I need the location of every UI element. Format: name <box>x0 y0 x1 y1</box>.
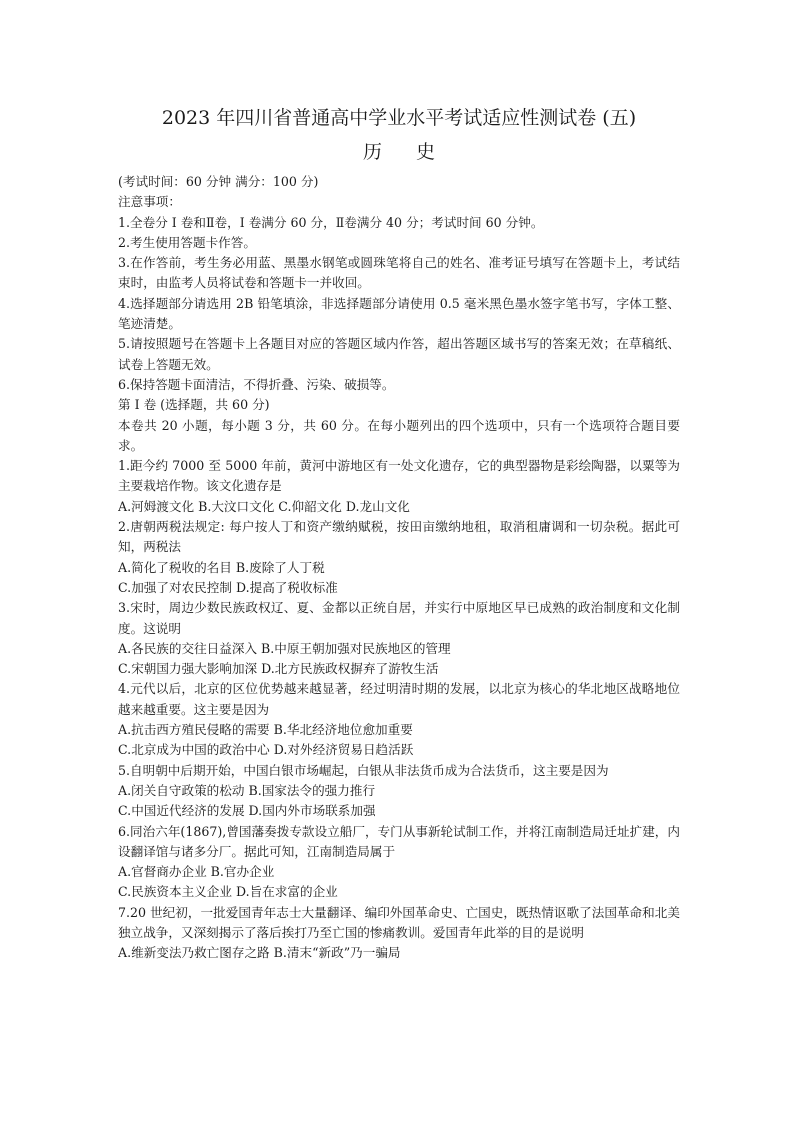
question-options: A.维新变法乃救亡图存之路 B.清末“新政”乃一骗局 <box>118 945 401 961</box>
question-stem: 5.自明朝中后期开始，中国白银市场崛起，白银从非法货币成为合法货币，这主要是因为 <box>118 762 609 778</box>
notice-item: 6.保持答题卡面清洁，不得折叠、污染、破损等。 <box>118 376 395 392</box>
exam-info: (考试时间：60 分钟 满分：100 分) <box>118 174 319 189</box>
question-6 <box>118 822 680 903</box>
question-2 <box>118 517 680 598</box>
question-3 <box>118 598 680 679</box>
question-options: A.抗击西方殖民侵略的需要 B.华北经济地位愈加重要 <box>118 722 413 738</box>
question-options: C.中国近代经济的发展 D.国内外市场联系加强 <box>118 803 376 819</box>
section-intro: 本卷共 20 小题，每小题 3 分，共 60 分。在每小题列出的四个选项中，只有一个选项符合题目要求。 <box>118 417 680 453</box>
question-options: A.河姆渡文化 B.大汶口文化 C.仰韶文化 D.龙山文化 <box>118 498 410 514</box>
question-stem: 3.宋时，周边少数民族政权辽、夏、金都以正统自居，并实行中原地区早已成熟的政治制度和文化制度。这说明 <box>118 600 680 636</box>
question-options: A.简化了税收的名目 B.废除了人丁税 <box>118 559 325 575</box>
question-options: C.北京成为中国的政治中心 D.对外经济贸易日趋活跃 <box>118 742 414 758</box>
notice-item: 1.全卷分 I 卷和Ⅱ卷，I 卷满分 60 分，Ⅱ卷满分 40 分；考试时间 60 分钟。 <box>118 214 544 230</box>
question-stem: 2.唐朝两税法规定: 每户按人丁和资产缴纳赋税，按田亩缴纳地租，取消租庸调和一切杂税。据此可知，两税法 <box>118 519 680 555</box>
question-options: A.官督商办企业 B.官办企业 <box>118 864 275 880</box>
question-4 <box>118 679 680 760</box>
exam-page <box>118 104 680 964</box>
exam-title: 2023 年四川省普通高中学业水平考试适应性测试卷 (五) <box>161 107 637 129</box>
notice-item: 4.选择题部分请选用 2B 铅笔填涂，非选择题部分请使用 0.5 毫米黑色墨水签字笔书写，字体工整、笔迹清楚。 <box>118 295 680 332</box>
question-options: A.闭关自守政策的松动 B.国家法令的强力推行 <box>118 782 376 798</box>
notice-heading: 注意事项： <box>118 194 181 210</box>
notice-item: 5.请按照题号在答题卡上各题目对应的答题区域内作答，超出答题区域书写的答案无效；在草稿纸、试卷上答题无效。 <box>118 336 680 372</box>
notice-item: 2.考生使用答题卡作答。 <box>118 234 256 250</box>
subject-title: 历 史 <box>362 141 450 163</box>
notice-item: 3.在作答前，考生务必用蓝、黑墨水钢笔或圆珠笔将自己的姓名、准考证号填写在答题卡上，考试结束时，由监考人员将试卷和答题卡一并收回。 <box>118 255 680 291</box>
question-stem: 1.距今约 7000 至 5000 年前，黄河中游地区有一处文化遗存，它的典型器物是彩绘陶器，以粟等为主要栽培作物。该文化遗存是 <box>118 458 680 494</box>
question-stem: 7.20 世纪初，一批爱国青年志士大量翻译、编印外国革命史、亡国史，既热情讴歌了法国革命和北美独立战争，又深刻揭示了落后挨打乃至亡国的惨痛教训。爱国青年此举的目的是说明 <box>118 904 680 940</box>
question-7 <box>118 903 680 964</box>
question-options: C.加强了对农民控制 D.提高了税收标准 <box>118 579 338 595</box>
question-5 <box>118 761 680 822</box>
question-options: C.宋朝国力强大影响加深 D.北方民族政权摒弃了游牧生活 <box>118 661 439 677</box>
question-stem: 6.同治六年(1867),曾国藩奏拨专款设立船厂，专门从事新轮试制工作，并将江南制造局迁址扩建，内设翻译馆与诸多分厂。据此可知，江南制造局属于 <box>118 823 680 859</box>
question-1 <box>118 456 680 517</box>
question-options: C.民族资本主义企业 D.旨在求富的企业 <box>118 884 338 900</box>
section-heading: 第 I 卷 (选择题，共 60 分) <box>118 397 270 413</box>
question-options: A.各民族的交往日益深入 B.中原王朝加强对民族地区的管理 <box>118 640 451 656</box>
question-stem: 4.元代以后，北京的区位优势越来越显著，经过明清时期的发展，以北京为核心的华北地区战略地位越来越重要。这主要是因为 <box>118 681 680 717</box>
